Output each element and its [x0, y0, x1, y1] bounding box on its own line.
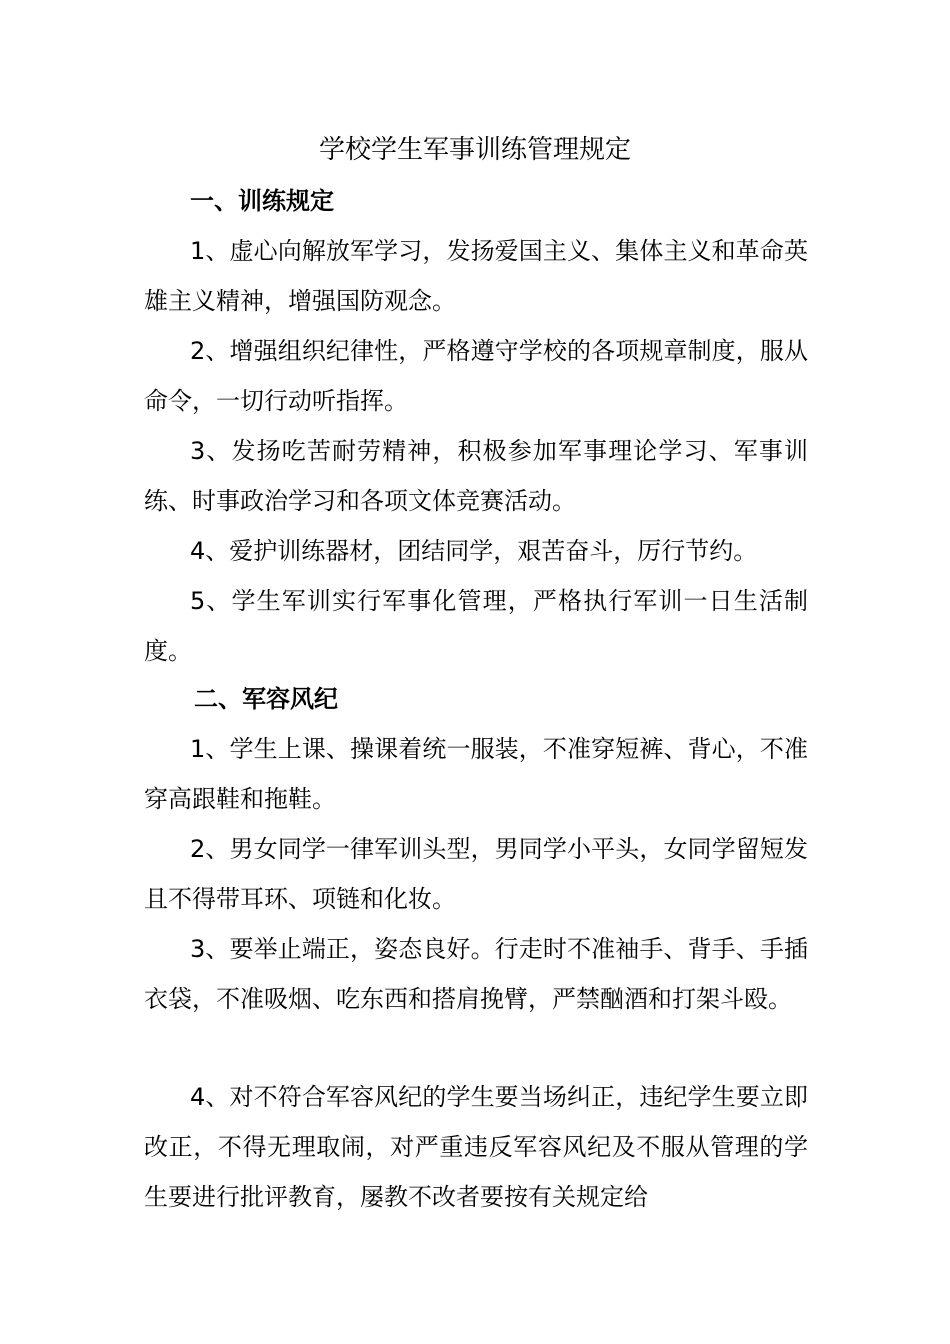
rule-item: 4、爱护训练器材，团结同学，艰苦奋斗，厉行节约。: [190, 537, 758, 565]
rule-item: 1、虚心向解放军学习，发扬爱国主义、集体主义和革命英雄主义精神，增强国防观念。: [144, 237, 808, 315]
document-title: 学校学生军事训练管理规定: [318, 135, 631, 165]
rule-item: 1、学生上课、操课着统一服装，不准穿短裤、背心，不准穿高跟鞋和拖鞋。: [144, 735, 808, 813]
rule-item: 2、男女同学一律军训头型，男同学小平头，女同学留短发且不得带耳环、项链和化妆。: [144, 835, 808, 913]
rule-item: 3、发扬吃苦耐劳精神，积极参加军事理论学习、军事训练、时事政治学习和各项文体竞赛活动。: [144, 437, 808, 515]
rule-item: 3、要举止端正，姿态良好。行走时不准袖手、背手、手插衣袋，不准吸烟、吃东西和搭肩挽臂，严禁酗酒和打架斗殴。: [144, 935, 808, 1013]
rule-item: 5、学生军训实行军事化管理，严格执行军训一日生活制度。: [144, 587, 808, 665]
section-heading-training-rules: 一、训练规定: [190, 187, 334, 215]
section-heading-military-appearance: 二、军容风纪: [194, 685, 338, 713]
rule-item: 4、对不符合军容风纪的学生要当场纠正，违纪学生要立即改正，不得无理取闹，对严重违反军容风纪及不服从管理的学生要进行批评教育，屡教不改者要按有关规定给: [144, 1083, 808, 1211]
rule-item: 2、增强组织纪律性，严格遵守学校的各项规章制度，服从命令，一切行动听指挥。: [144, 337, 808, 415]
